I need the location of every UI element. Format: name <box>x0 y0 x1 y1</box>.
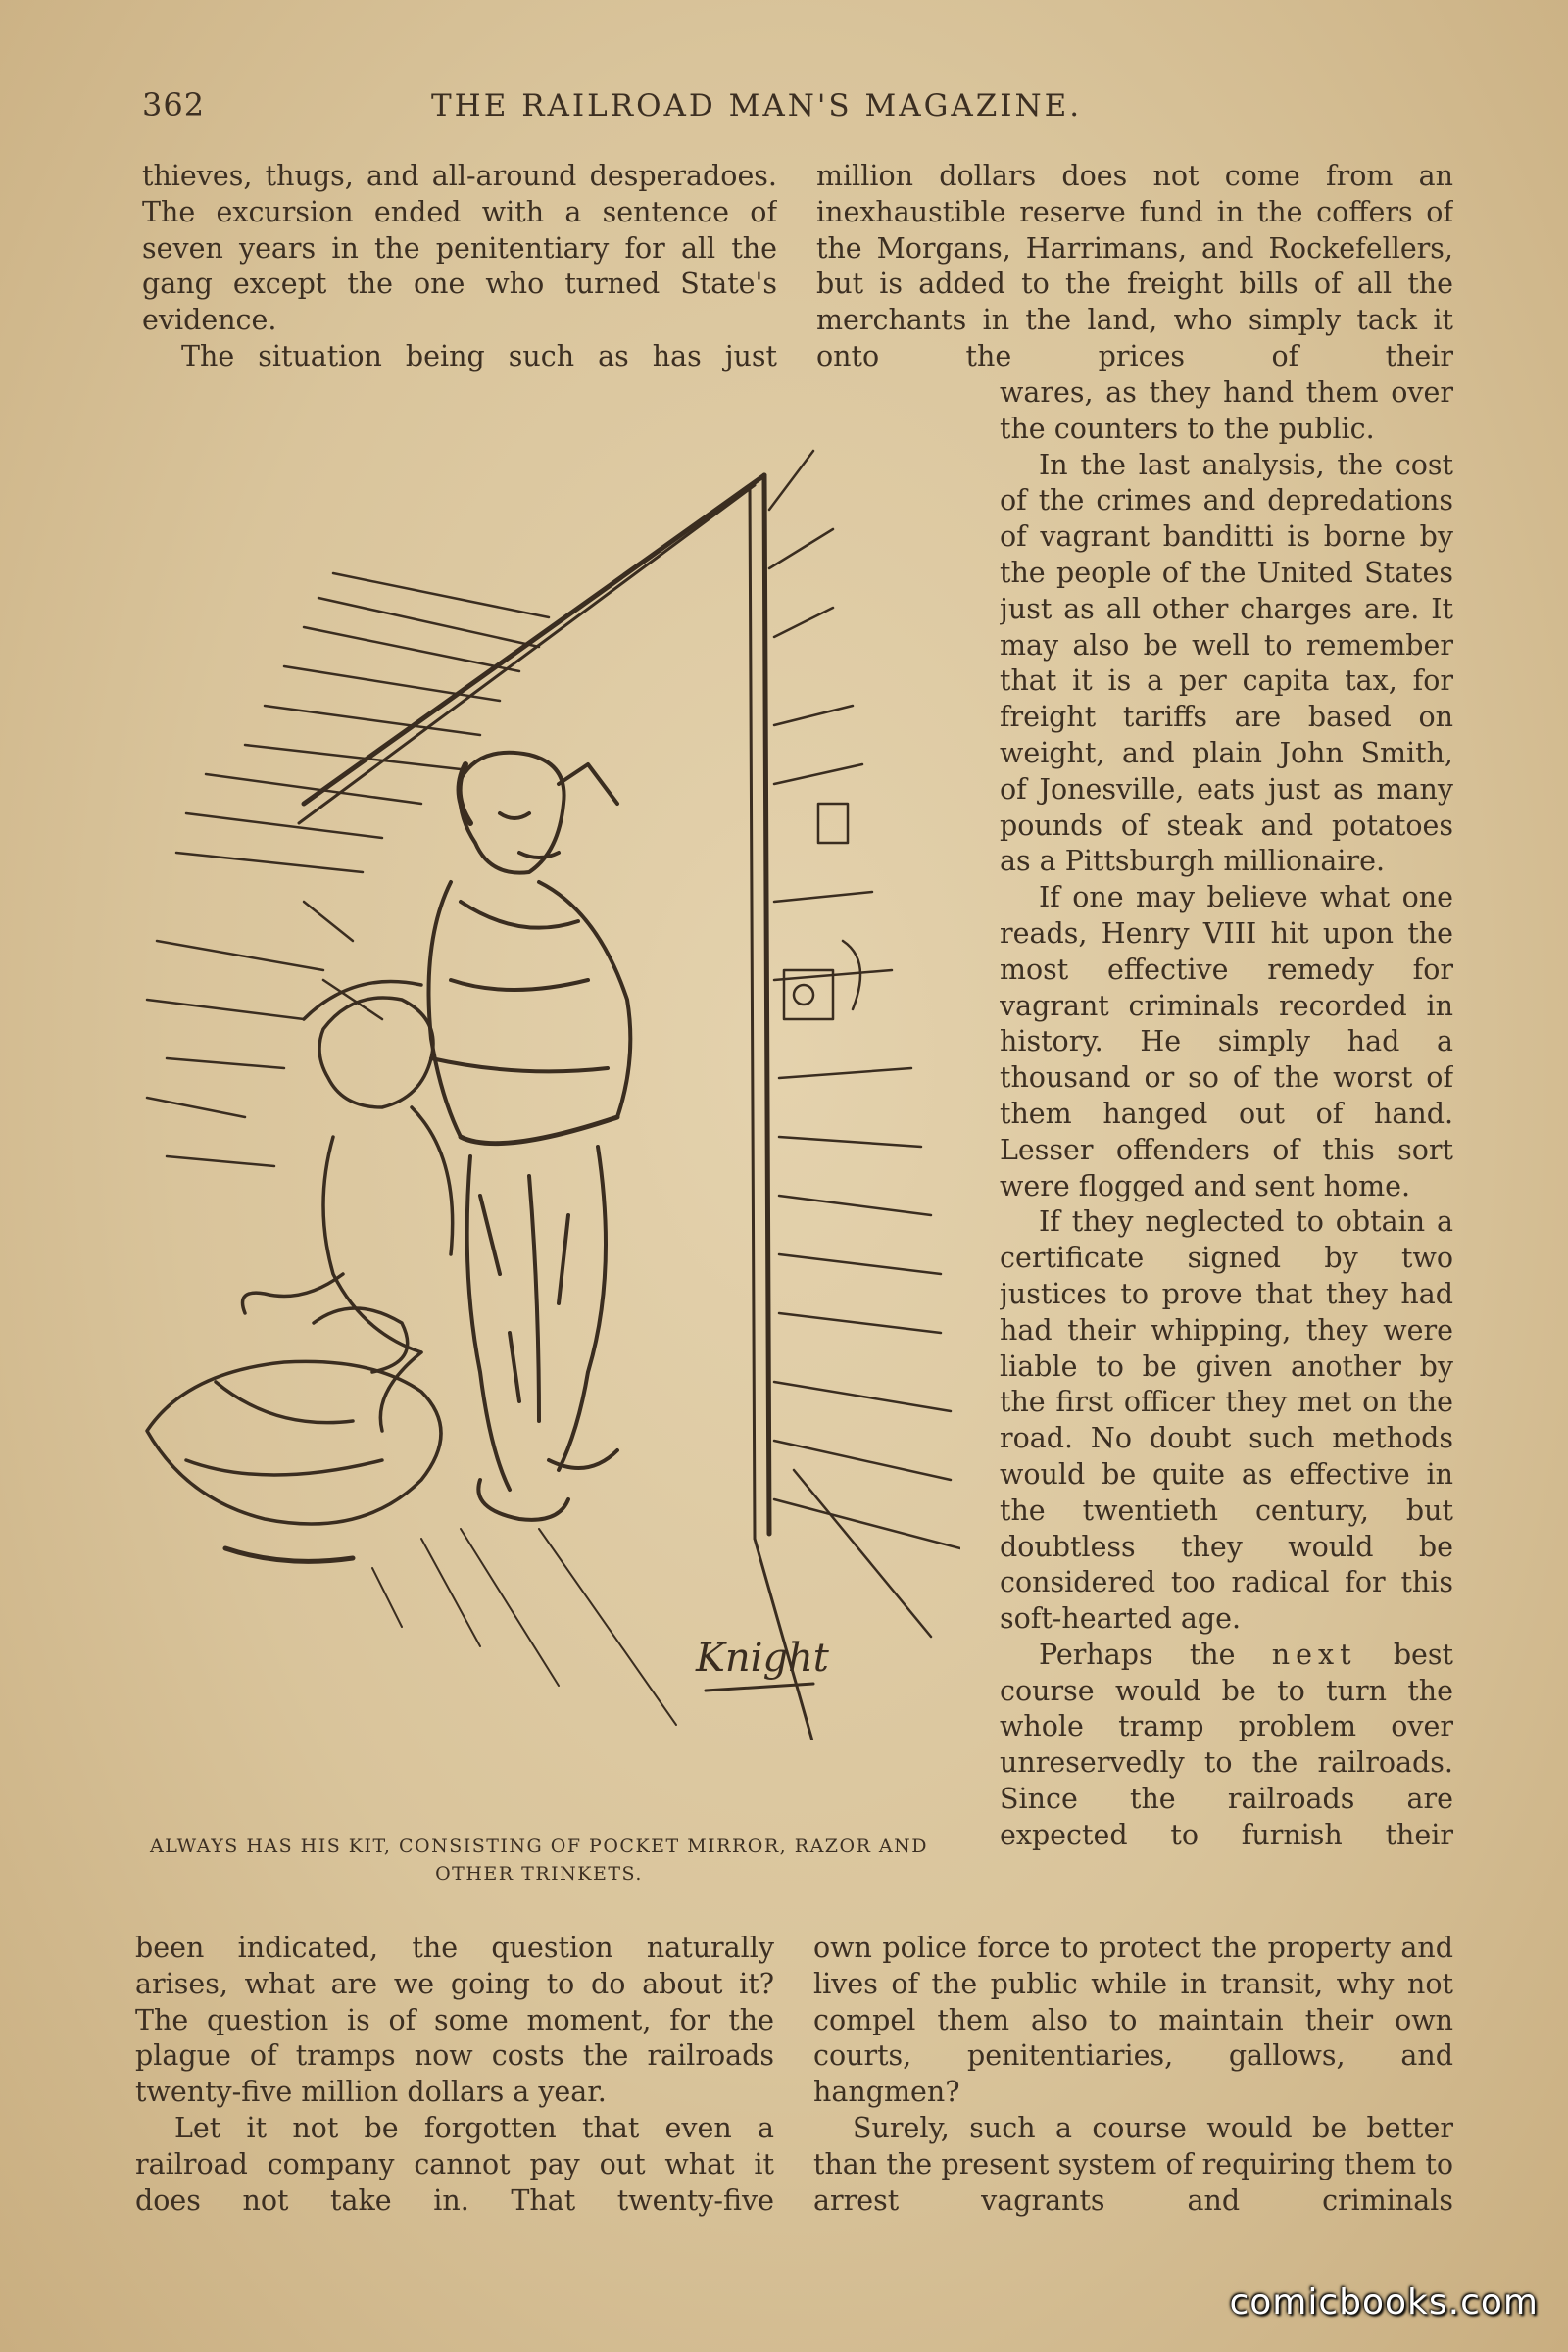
left-column-top <box>142 159 777 380</box>
paragraph: million dollars does not come from an inexhaustible reserve fund in the coffers of the Morgans, Harrimans, and Rockefellers, but is added to the freight bills of all the merchants in the land, who simply tack it onto the prices of their <box>816 160 1453 372</box>
tramp-illustration <box>127 392 960 1740</box>
illustration-caption: ALWAYS HAS HIS KIT, CONSISTING OF POCKET MIRROR, RAZOR AND OTHER TRINKETS. <box>150 1836 928 1885</box>
paragraph: If one may believe what one reads, Henry VIII hit upon the most effective remedy for vagrant criminals recorded in history. He simply had a thousand or so of the worst of them hanged out of hand. Lesser offenders of this sort were flogged and sent home. <box>1000 881 1453 1202</box>
paragraph: Surely, such a course would be better than the present system of requiring them to arrest vagrants and criminals <box>813 2111 1453 2217</box>
shelf-items <box>784 804 860 1019</box>
paragraph: If they neglected to obtain a certificate signed by two justices to prove that they had had their whipping, they were liable to be given another by the first officer they met on the road. No doubt such methods would be quite as effective in the twentieth century, but doubtless they would be considered too radical for this soft-hearted age. <box>1000 1205 1453 1636</box>
paragraph <box>1000 1638 1453 1854</box>
right-column-top <box>816 159 1453 380</box>
paragraph: wares, as they hand them over the counters to the public. <box>1000 376 1453 445</box>
paragraph: In the last analysis, the cost of the crimes and depredations of vagrant banditti is borne by the people of the United States just as all other charges are. It may also be well to remember that it is a per capita tax, for freight tariffs are based on weight, and plain John Smith, of Jonesville, eats just as many pounds of steak and potatoes as a Pittsburgh millionaire. <box>1000 448 1453 878</box>
spaced-word: next <box>1271 1638 1357 1671</box>
text-run: best course would be to turn the whole tramp problem over unreservedly to the railroads. Since the railroads are expected to furnish their <box>1000 1638 1453 1851</box>
watermark: comicbooks.com <box>1229 2282 1539 2323</box>
paragraph: Let it not be forgotten that even a railroad company cannot pay out what it does not take in. That twenty-five <box>135 2111 774 2217</box>
artist-signature: Knight <box>696 1636 829 1681</box>
paragraph: The situation being such as has just <box>181 339 777 372</box>
bundle-on-floor <box>147 1308 441 1561</box>
boxcar-boards <box>769 451 960 1637</box>
running-head: THE RAILROAD MAN'S MAGAZINE. <box>431 88 1083 123</box>
paragraph: own police force to protect the property and lives of the public while in transit, why not compel them also to maintain their own courts, penitentiaries, gallows, and hangmen? <box>813 1932 1453 2109</box>
floor-lines <box>372 1529 676 1725</box>
paragraph: thieves, thugs, and all-around desperadoes. The excursion ended with a sentence of seven years in the penitentiary for all the gang except the one who turned State's evidence. <box>142 160 777 337</box>
right-column-bottom <box>813 1931 1453 2225</box>
right-column-narrow <box>1000 375 1453 1934</box>
left-column-bottom <box>135 1931 774 2225</box>
text-run: Perhaps the <box>1039 1638 1236 1671</box>
page-number: 362 <box>142 86 206 123</box>
standing-man-figure <box>429 753 631 1520</box>
paragraph: been indicated, the question naturally arises, what are we going to do about it? The question is of some moment, for the plague of tramps now costs the railroads twenty-five million dollars a year. <box>135 1932 774 2109</box>
light-beams <box>147 573 549 1166</box>
